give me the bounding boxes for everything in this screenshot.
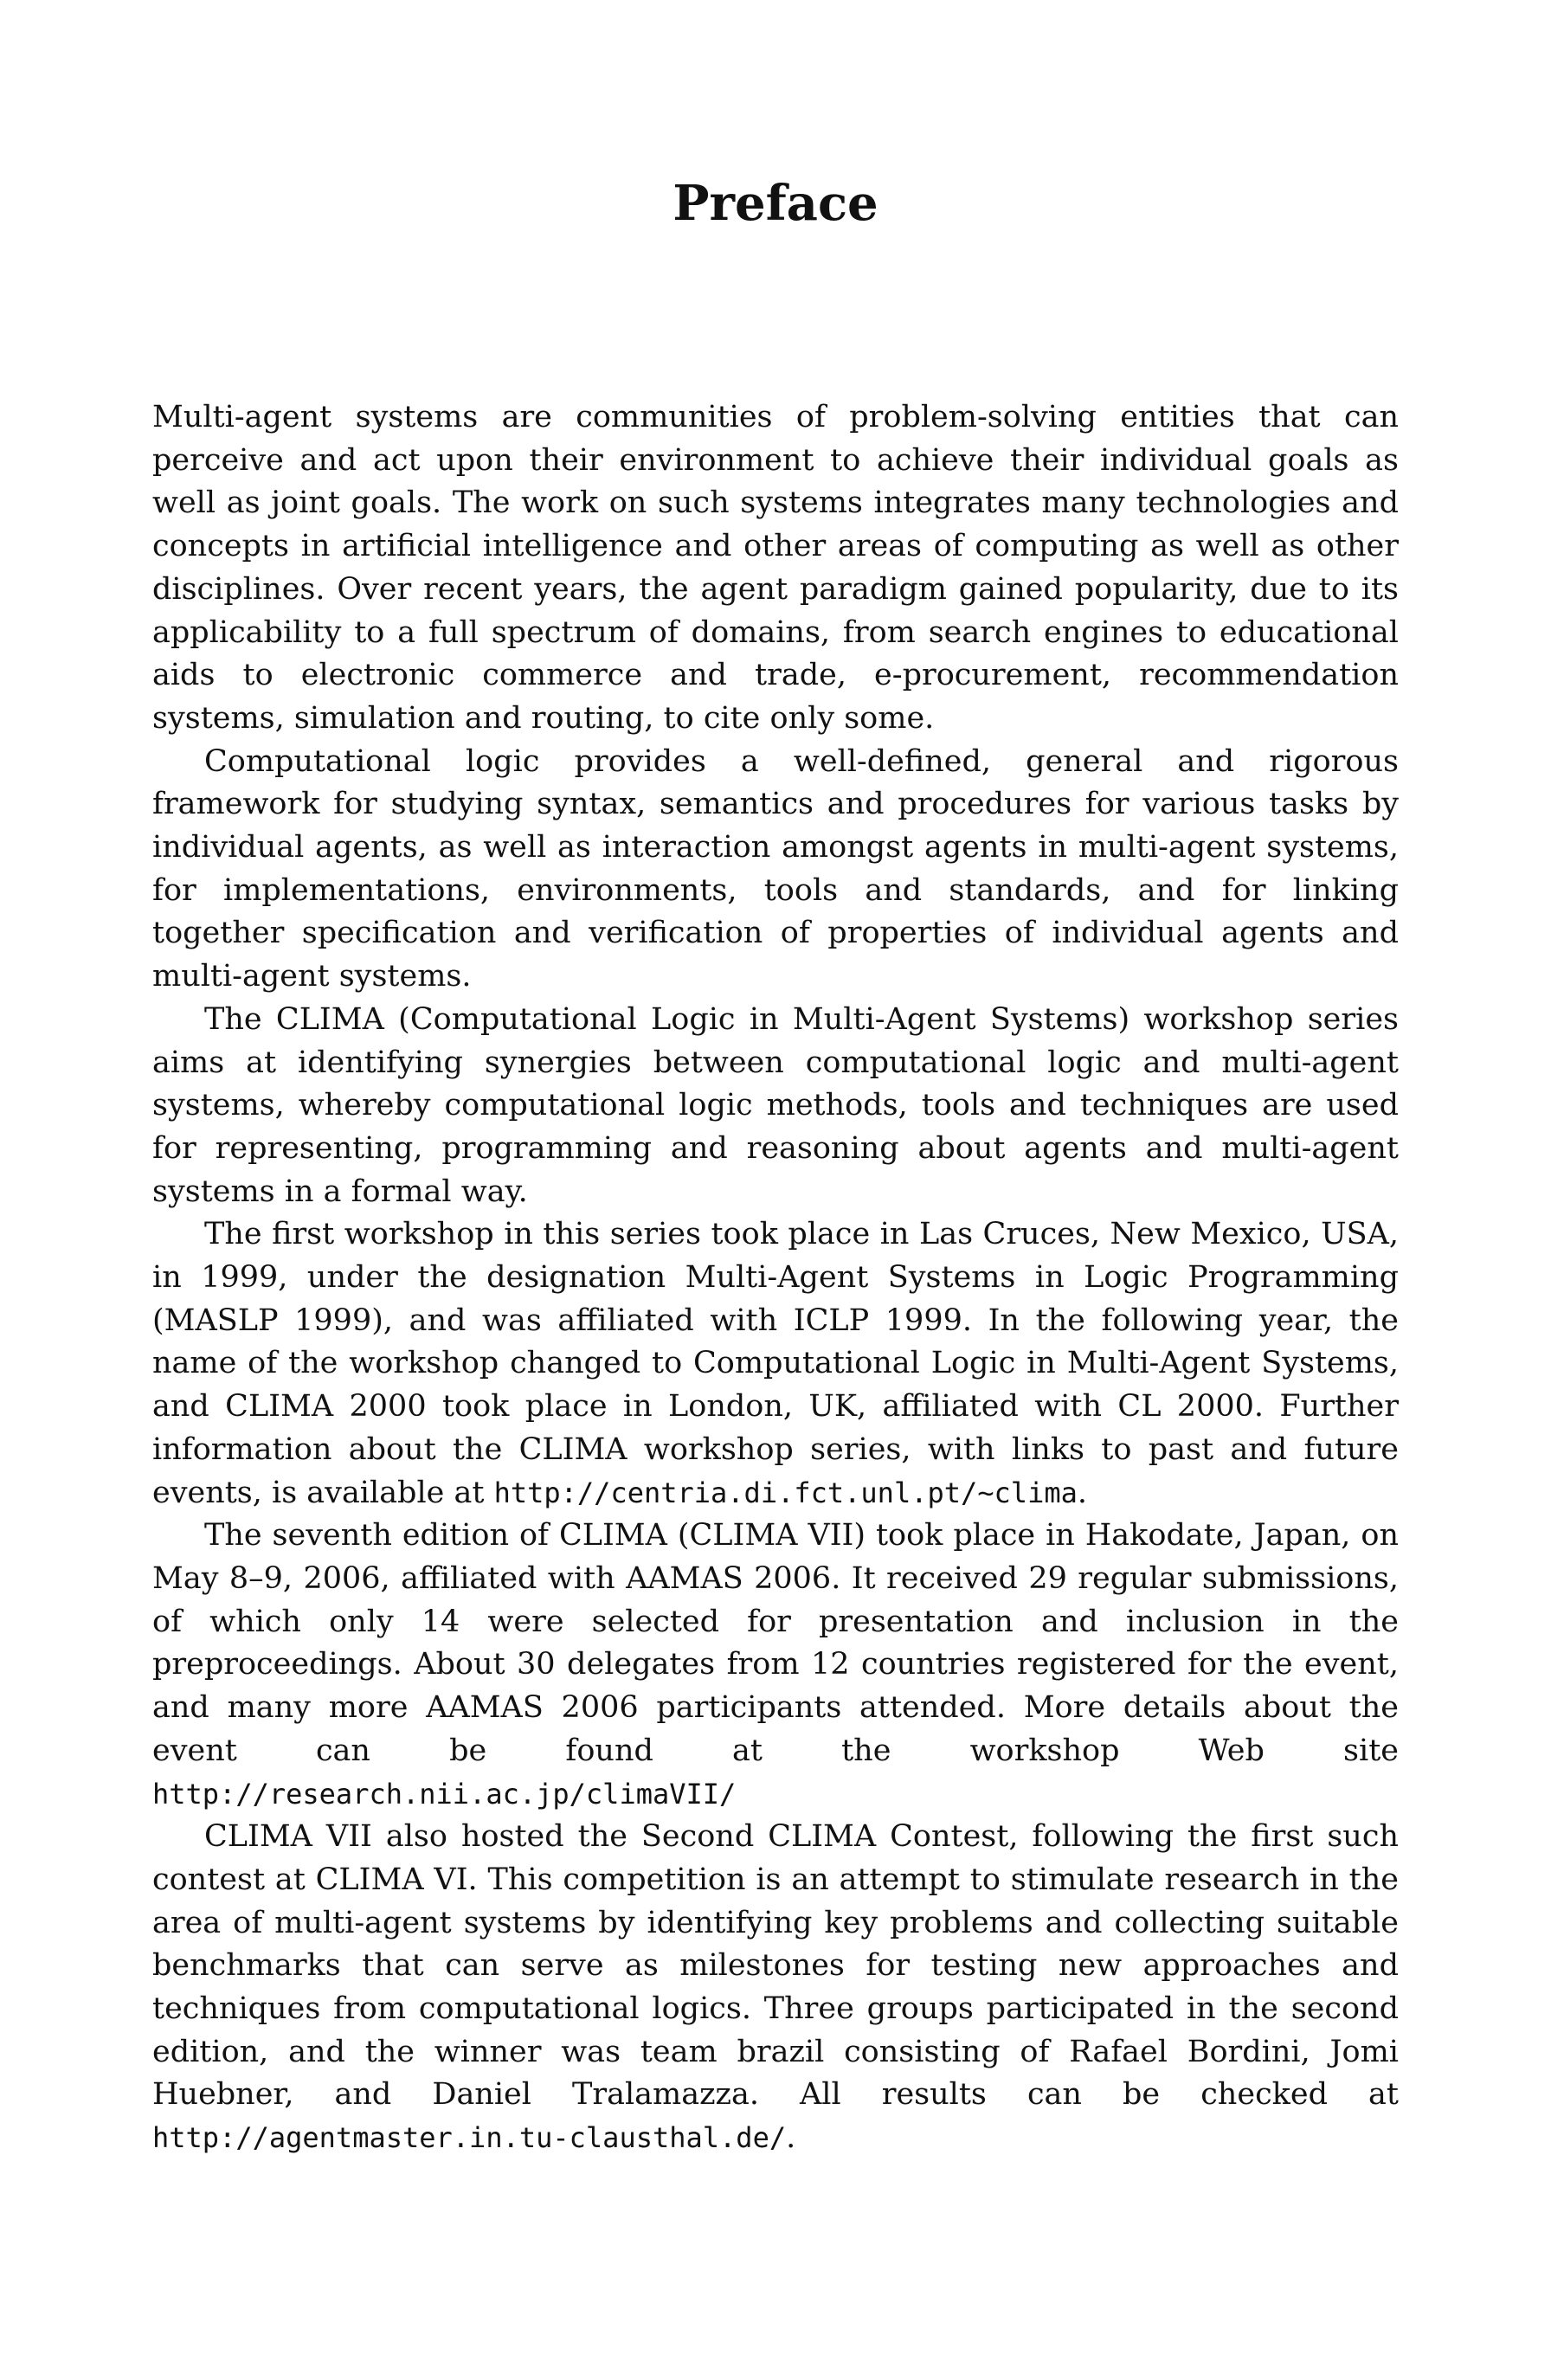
paragraph-6-end: . (786, 2120, 796, 2156)
workshop-site-link[interactable]: http://research.nii.ac.jp/climaVII/ (152, 1777, 737, 1811)
paragraph-3: The CLIMA (Computational Logic in Multi-Agent Systems) workshop series aims at identifying synergies between computational logic and multi-agent systems, whereby computational logic methods, tools and techniques are used for representing, programming and reasoning about agents and multi-agent systems in a formal way. (152, 1001, 1399, 1209)
clima-series-link[interactable]: http://centria.di.fct.unl.pt/∼clima (493, 1476, 1078, 1509)
paragraph-4-text: The first workshop in this series took place in Las Cruces, New Mexico, USA, in 1999, under the designation Multi-Agent Systems in Logic Programming (MASLP 1999), and was affiliated with ICLP 1999. In the following year, the name of the workshop changed to Computational Logic in Multi-Agent Systems, and CLIMA 2000 took place in London, UK, affiliated with CL 2000. Further information about the CLIMA workshop series, with links to past and future events, is available at (152, 1217, 1399, 1510)
paragraph-5 (152, 1515, 1399, 1816)
paragraph-4 (152, 1213, 1399, 1515)
paragraph-6-text: CLIMA VII also hosted the Second CLIMA Contest, following the first such contest at CLIMA VI. This competition is an attempt to stimulate research in the area of multi-agent systems by identifying key problems and collecting suitable benchmarks that can serve as milestones for testing new approaches and techniques from computational logics. Three groups participated in the second edition, and the winner was team brazil consisting of Rafael Bordini, Jomi Huebner, and Daniel Tralamazza. All results can be checked at (152, 1819, 1399, 2113)
paragraph-5-text: The seventh edition of CLIMA (CLIMA VII) took place in Hakodate, Japan, on May 8–9, 2006, affiliated with AAMAS 2006. It received 29 regular submissions, of which only 14 were selected for presentation and inclusion in the preproceedings. About 30 delegates from 12 countries registered for the event, and many more AAMAS 2006 participants attended. More details about the event can be found at the workshop Web site (152, 1518, 1399, 1768)
page-title: Preface (673, 175, 878, 232)
paragraph-2: Computational logic provides a well-defined, general and rigorous framework for studying syntax, semantics and procedures for various tasks by individual agents, as well as interaction amongst agents in multi-agent systems, for implementations, environments, tools and standards, and for linking together specification and verification of properties of individual agents and multi-agent systems. (152, 743, 1399, 994)
paragraph-4-end: . (1077, 1475, 1087, 1510)
paragraph-1: Multi-agent systems are communities of problem-solving entities that can perceive and act upon their environment to achieve their individual goals as well as joint goals. The work on such systems integrates many technologies and concepts in artificial intelligence and other areas of computing as well as other disciplines. Over recent years, the agent paradigm gained popularity, due to its applicability to a full spectrum of domains, from search engines to educational aids to electronic commerce and trade, e-procurement, recommendation systems, simulation and routing, to cite only some. (152, 400, 1399, 736)
preface-body (152, 396, 1399, 2160)
contest-results-link[interactable]: http://agentmaster.in.tu-clausthal.de/ (152, 2121, 787, 2155)
paragraph-6 (152, 1816, 1399, 2160)
